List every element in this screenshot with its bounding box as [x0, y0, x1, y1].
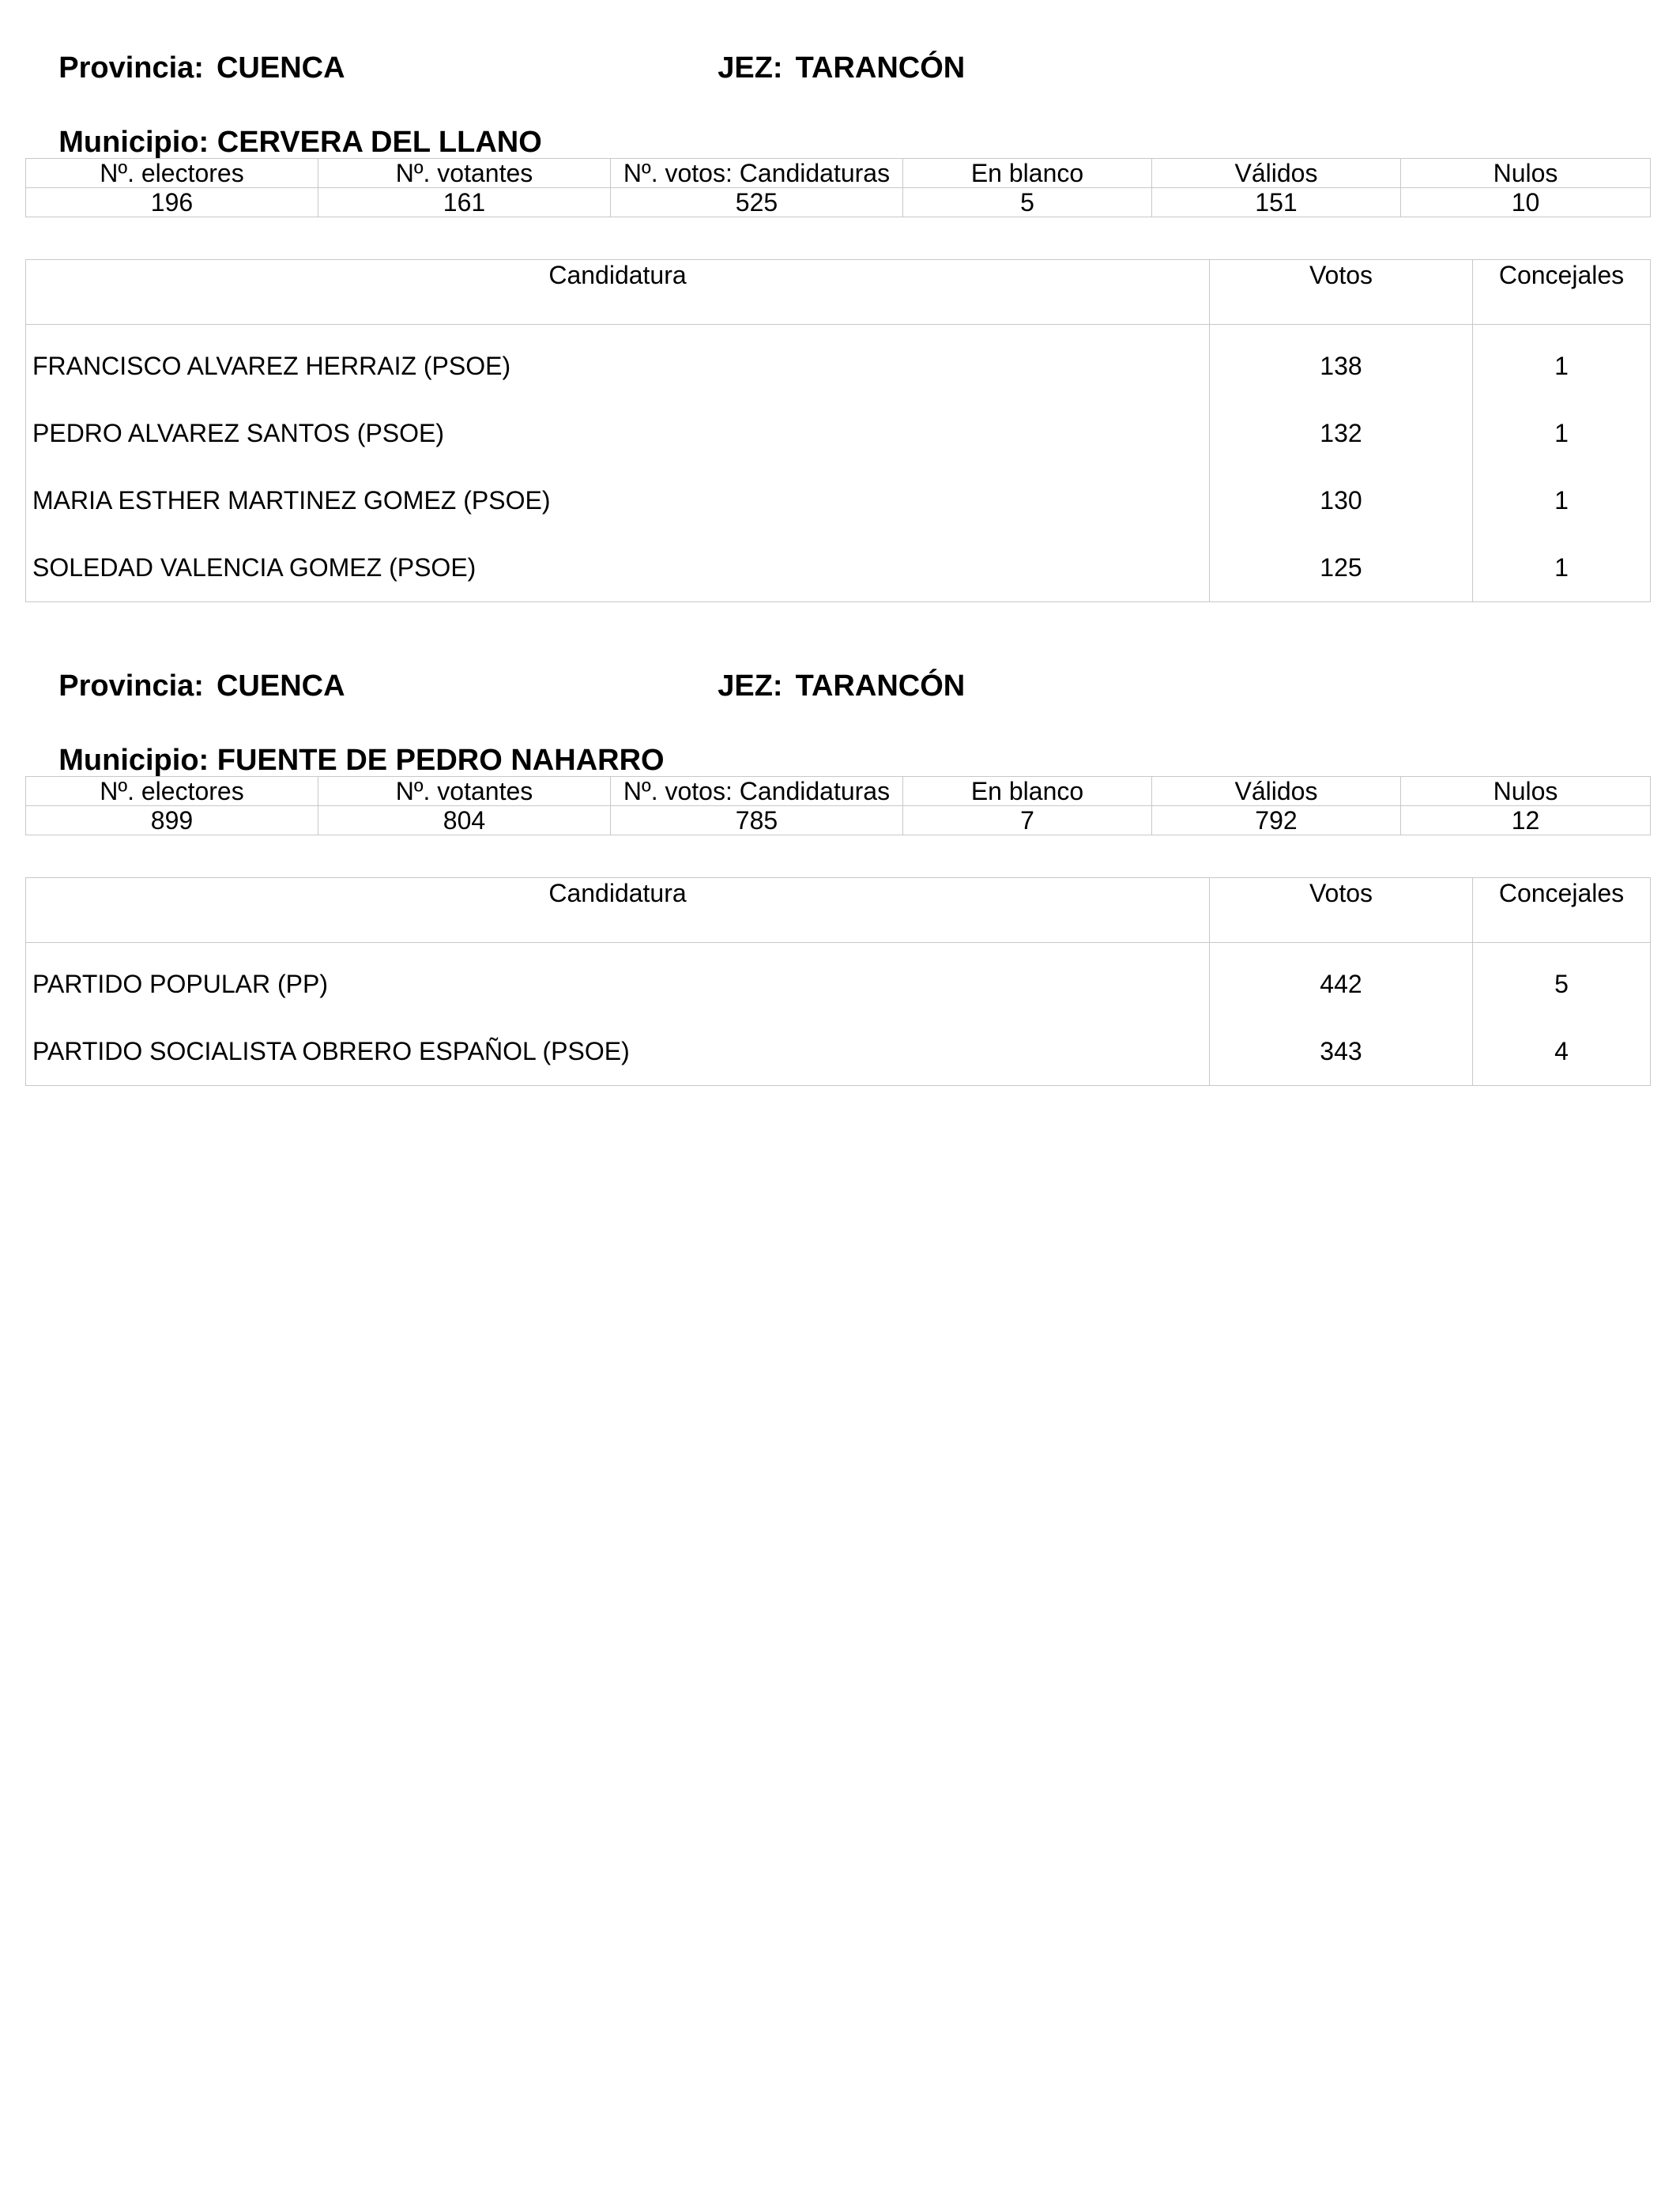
table-row [26, 325, 1651, 401]
summary-value-cell: 10 [1401, 188, 1651, 217]
candidatura-cell: PARTIDO SOCIALISTA OBRERO ESPAÑOL (PSOE) [26, 1018, 1210, 1086]
jez-line [684, 16, 965, 120]
votos-header: Votos [1210, 260, 1473, 325]
summary-header-cell: Válidos [1152, 159, 1401, 188]
jez-line [684, 634, 965, 738]
table-row [26, 467, 1651, 534]
candidatura-cell: FRANCISCO ALVAREZ HERRAIZ (PSOE) [26, 325, 1210, 401]
summary-table [25, 158, 1651, 217]
provincia-label: Provincia: [58, 51, 204, 85]
results-header-row [26, 878, 1651, 943]
summary-value-row [26, 188, 1651, 217]
summary-header-cell: Nulos [1401, 159, 1651, 188]
candidatura-header: Candidatura [26, 260, 1210, 325]
summary-header-cell: Nº. electores [26, 159, 318, 188]
summary-value-cell: 151 [1152, 188, 1401, 217]
concejales-header: Concejales [1473, 878, 1651, 943]
summary-value-cell: 5 [903, 188, 1152, 217]
summary-header-cell: Nº. electores [26, 777, 318, 806]
provincia-label: Provincia: [58, 669, 204, 703]
candidatura-cell: PEDRO ALVAREZ SANTOS (PSOE) [26, 400, 1210, 467]
summary-header-row [26, 777, 1651, 806]
summary-header-cell: Nº. votos: Candidaturas [611, 159, 903, 188]
summary-header-cell: Válidos [1152, 777, 1401, 806]
summary-value-cell: 804 [318, 806, 611, 835]
municipio-label: Municipio: [58, 126, 209, 159]
jez-label: JEZ: [718, 51, 783, 85]
summary-value-cell: 785 [611, 806, 903, 835]
provincia-value: CUENCA [216, 669, 345, 703]
table-row [26, 1018, 1651, 1086]
concejales-cell: 1 [1554, 486, 1569, 515]
votos-header: Votos [1210, 878, 1473, 943]
jez-value: TARANCÓN [795, 669, 966, 703]
summary-value-cell: 196 [26, 188, 318, 217]
summary-value-cell: 792 [1152, 806, 1401, 835]
summary-value-cell: 7 [903, 806, 1152, 835]
concejales-cell: 1 [1554, 553, 1569, 582]
results-header-row [26, 260, 1651, 325]
votos-cell: 132 [1210, 400, 1473, 467]
summary-header-cell: Nº. votos: Candidaturas [611, 777, 903, 806]
summary-value-cell: 525 [611, 188, 903, 217]
votos-cell: 343 [1210, 1018, 1473, 1086]
summary-header-row [26, 159, 1651, 188]
summary-value-cell: 161 [318, 188, 611, 217]
candidatura-cell: PARTIDO POPULAR (PP) [26, 943, 1210, 1019]
municipio-value: FUENTE DE PEDRO NAHARRO [217, 744, 665, 777]
municipio-value: CERVERA DEL LLANO [217, 126, 542, 159]
summary-header-cell: En blanco [903, 777, 1152, 806]
results-table [25, 877, 1651, 1086]
summary-header-cell: Nulos [1401, 777, 1651, 806]
concejales-header: Concejales [1473, 260, 1651, 325]
municipio-label: Municipio: [58, 744, 209, 777]
summary-value-row [26, 806, 1651, 835]
summary-value-cell: 899 [26, 806, 318, 835]
results-table [25, 259, 1651, 602]
concejales-cell: 1 [1554, 419, 1569, 447]
table-row [26, 400, 1651, 467]
candidatura-cell: SOLEDAD VALENCIA GOMEZ (PSOE) [26, 534, 1210, 602]
table-row [26, 534, 1651, 602]
jez-label: JEZ: [718, 669, 783, 703]
votos-cell: 138 [1210, 325, 1473, 401]
table-row [26, 943, 1651, 1019]
votos-cell: 130 [1210, 467, 1473, 534]
concejales-cell: 4 [1554, 1037, 1569, 1065]
provincia-value: CUENCA [216, 51, 345, 85]
votos-cell: 442 [1210, 943, 1473, 1019]
concejales-cell: 5 [1554, 970, 1569, 998]
summary-header-cell: En blanco [903, 159, 1152, 188]
summary-value-cell: 12 [1401, 806, 1651, 835]
summary-table [25, 776, 1651, 835]
summary-header-cell: Nº. votantes [318, 777, 611, 806]
candidatura-cell: MARIA ESTHER MARTINEZ GOMEZ (PSOE) [26, 467, 1210, 534]
concejales-cell: 1 [1554, 352, 1569, 380]
votos-cell: 125 [1210, 534, 1473, 602]
jez-value: TARANCÓN [795, 51, 966, 85]
candidatura-header: Candidatura [26, 878, 1210, 943]
summary-header-cell: Nº. votantes [318, 159, 611, 188]
